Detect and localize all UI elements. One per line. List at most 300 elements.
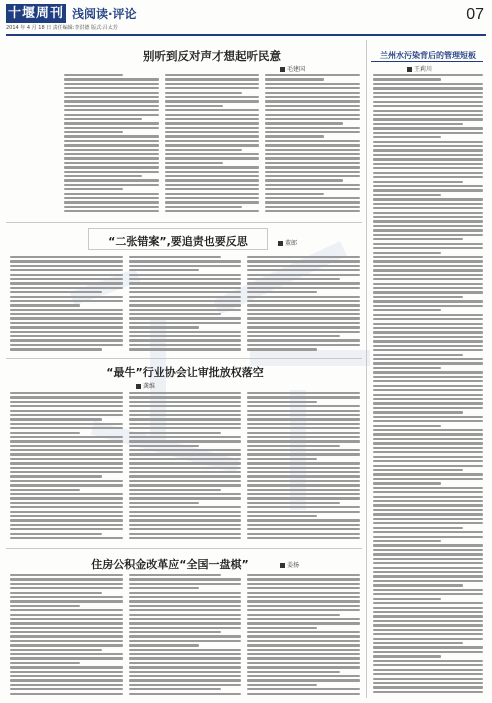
text-line (247, 484, 360, 486)
text-line (10, 440, 123, 442)
text-line (373, 487, 483, 489)
text-line (10, 392, 123, 394)
text-line (10, 587, 123, 589)
text-line (10, 401, 123, 403)
text-line (129, 256, 221, 258)
text-line (10, 653, 123, 655)
text-line (373, 567, 483, 569)
text-line (373, 678, 483, 680)
text-line (10, 458, 123, 460)
text-line (265, 171, 360, 173)
text-line (373, 154, 483, 156)
separator (6, 222, 362, 223)
text-line (265, 206, 360, 208)
text-line (265, 87, 360, 89)
text-line (165, 193, 260, 195)
text-line (129, 436, 242, 438)
text-line (165, 162, 224, 164)
text-line (64, 140, 159, 142)
text-line (373, 518, 483, 520)
text-line (10, 592, 102, 594)
text-line (165, 118, 260, 120)
text-line (129, 304, 242, 306)
text-line (165, 144, 260, 146)
text-line (265, 175, 360, 177)
text-line (10, 462, 123, 464)
text-line (373, 305, 483, 307)
text-line (373, 420, 483, 422)
text-line (64, 184, 159, 186)
text-line (373, 92, 483, 94)
text-line (373, 385, 483, 387)
text-line (373, 229, 483, 231)
text-line (247, 480, 360, 482)
text-line (129, 688, 221, 690)
text-line (247, 614, 339, 616)
text-line (265, 105, 360, 107)
text-line (129, 449, 242, 451)
text-line (373, 633, 483, 635)
text-line (247, 392, 360, 394)
text-line (247, 453, 360, 455)
text-line (373, 141, 483, 143)
text-line (373, 558, 483, 560)
text-line (247, 278, 339, 280)
text-line (129, 326, 199, 328)
text-line (373, 642, 463, 644)
text-line (373, 380, 483, 382)
text-line (10, 256, 123, 258)
text-column (10, 392, 123, 542)
text-line (373, 664, 483, 666)
text-line (129, 684, 242, 686)
text-line (10, 497, 123, 499)
text-line (247, 309, 360, 311)
text-line (247, 462, 360, 464)
text-line (10, 511, 123, 513)
text-line (247, 291, 317, 293)
text-line (165, 92, 243, 94)
text-line (265, 96, 360, 98)
text-line (129, 432, 221, 434)
sidebar-author: 王莉川 (414, 66, 433, 73)
text-line (64, 83, 159, 85)
text-line (265, 127, 360, 129)
text-line (247, 287, 360, 289)
text-line (373, 158, 483, 160)
text-line (129, 335, 242, 337)
text-line (265, 92, 360, 94)
text-line (265, 157, 360, 159)
separator (6, 358, 362, 359)
text-line (373, 105, 483, 107)
text-line (247, 317, 360, 319)
text-line (165, 153, 260, 155)
text-line (247, 583, 360, 585)
text-line (373, 447, 483, 449)
text-line (64, 74, 123, 76)
text-line (373, 500, 483, 502)
text-line (247, 322, 360, 324)
text-line (10, 666, 123, 668)
text-line (10, 410, 123, 412)
text-line (373, 451, 483, 453)
text-line (373, 398, 483, 400)
text-line (165, 175, 260, 177)
text-line (129, 440, 242, 442)
text-line (373, 234, 483, 236)
text-line (10, 675, 123, 677)
text-line (265, 122, 343, 124)
text-line (165, 114, 260, 116)
text-line (373, 620, 483, 622)
text-line (165, 74, 260, 76)
text-line (373, 660, 483, 662)
text-line (373, 460, 483, 462)
text-line (265, 193, 324, 195)
text-line (373, 473, 483, 475)
text-line (64, 96, 159, 98)
text-line (10, 260, 123, 262)
text-line (373, 536, 483, 538)
text-line (373, 216, 483, 218)
text-line (373, 624, 483, 626)
text-line (247, 331, 360, 333)
text-line (247, 269, 360, 271)
text-line (373, 367, 441, 369)
text-line (165, 206, 243, 208)
text-line (10, 296, 123, 298)
text-line (373, 580, 483, 582)
text-line (373, 522, 483, 524)
text-line (373, 172, 483, 174)
text-line (373, 469, 463, 471)
article-4-body (10, 574, 360, 698)
text-line (64, 153, 159, 155)
text-line (64, 87, 159, 89)
text-line (373, 265, 483, 267)
text-line (373, 269, 483, 271)
text-line (10, 684, 123, 686)
text-line (373, 323, 483, 325)
text-line (10, 335, 123, 337)
text-line (373, 207, 483, 209)
text-line (10, 304, 80, 306)
text-line (64, 144, 159, 146)
text-line (129, 671, 242, 673)
article-3-title: “最牛”行业协会让审批放权落空 (106, 366, 264, 379)
text-line (265, 100, 360, 102)
text-column (265, 74, 360, 214)
text-line (265, 114, 360, 116)
text-line (10, 506, 123, 508)
text-line (373, 163, 483, 165)
text-line (10, 423, 123, 425)
text-line (373, 673, 483, 675)
text-line (64, 171, 159, 173)
text-line (373, 571, 483, 573)
text-line (129, 445, 199, 447)
text-line (247, 644, 360, 646)
text-line (247, 528, 360, 530)
text-line (129, 666, 242, 668)
text-line (247, 449, 360, 451)
text-line (64, 175, 142, 177)
byline-square-icon (278, 241, 283, 246)
text-line (247, 339, 360, 341)
text-line (247, 282, 360, 284)
text-line (10, 644, 123, 646)
text-line (247, 445, 339, 447)
text-line (247, 592, 360, 594)
text-line (373, 314, 483, 316)
text-line (129, 287, 242, 289)
text-line (247, 666, 360, 668)
text-line (165, 149, 243, 151)
text-line (10, 605, 80, 607)
text-line (64, 127, 159, 129)
text-line (165, 105, 224, 107)
text-line (64, 118, 142, 120)
text-line (373, 336, 483, 338)
text-line (265, 166, 360, 168)
text-line (373, 127, 483, 129)
text-line (373, 74, 483, 76)
text-line (129, 524, 242, 526)
text-line (265, 197, 360, 199)
text-line (373, 225, 483, 227)
text-line (373, 655, 441, 657)
text-line (129, 317, 242, 319)
text-line (247, 693, 360, 695)
text-line (129, 627, 242, 629)
text-line (373, 389, 483, 391)
text-line (129, 260, 242, 262)
article-1-byline (280, 64, 305, 73)
text-line (129, 519, 242, 521)
article-2-body (10, 256, 360, 352)
text-line (373, 96, 483, 98)
separator (6, 548, 362, 549)
text-line (129, 574, 221, 576)
text-line (10, 622, 123, 624)
text-line (373, 682, 483, 684)
text-line (10, 291, 102, 293)
text-line (64, 114, 159, 116)
text-line (373, 531, 483, 533)
text-line (247, 274, 360, 276)
text-line (129, 515, 242, 517)
text-line (373, 181, 463, 183)
masthead (0, 0, 492, 34)
text-line (373, 194, 441, 196)
text-line (64, 210, 159, 212)
text-line (373, 300, 483, 302)
text-line (165, 197, 260, 199)
text-line (165, 166, 260, 168)
text-column (10, 256, 123, 352)
text-line (247, 458, 317, 460)
text-line (373, 309, 441, 311)
text-line (373, 593, 483, 595)
text-line (373, 646, 483, 648)
text-line (10, 631, 123, 633)
text-line (129, 278, 242, 280)
text-line (247, 423, 360, 425)
text-line (10, 693, 123, 695)
text-line (10, 313, 123, 315)
text-line (129, 662, 242, 664)
text-line (373, 243, 483, 245)
text-line (10, 524, 123, 526)
text-line (64, 197, 159, 199)
text-line (247, 533, 360, 535)
text-line (373, 482, 441, 484)
text-line (10, 618, 123, 620)
text-line (373, 442, 483, 444)
text-line (373, 411, 463, 413)
text-column (247, 392, 360, 542)
text-line (373, 318, 483, 320)
text-line (129, 414, 242, 416)
text-line (165, 179, 260, 181)
text-line (247, 396, 360, 398)
text-line (373, 78, 441, 80)
text-line (10, 326, 123, 328)
text-line (373, 340, 483, 342)
text-line (129, 265, 242, 267)
text-line (373, 132, 483, 134)
text-line (129, 605, 242, 607)
text-line (64, 109, 159, 111)
text-line (247, 410, 360, 412)
text-line (373, 629, 483, 631)
text-line (373, 638, 483, 640)
text-line (129, 497, 242, 499)
text-line (10, 662, 80, 664)
text-line (247, 609, 360, 611)
text-line (10, 578, 123, 580)
text-line (10, 317, 123, 319)
text-column (129, 574, 242, 698)
text-line (373, 189, 483, 191)
text-line (247, 405, 360, 407)
text-line (165, 184, 260, 186)
text-line (129, 511, 242, 513)
text-line (165, 127, 260, 129)
article-2-author: 董郎 (285, 240, 298, 247)
text-line (373, 167, 483, 169)
article-2-title: “二张错案”,要追责也要反思 (108, 235, 248, 248)
text-line (129, 453, 242, 455)
text-line (373, 611, 483, 613)
text-line (247, 688, 360, 690)
text-line (247, 326, 360, 328)
text-line (129, 583, 242, 585)
text-line (10, 484, 123, 486)
text-line (373, 296, 463, 298)
text-line (129, 533, 242, 535)
text-line (10, 519, 123, 521)
text-line (247, 313, 360, 315)
text-line (373, 118, 483, 120)
text-line (247, 537, 360, 539)
text-line (247, 475, 360, 477)
text-line (129, 480, 242, 482)
text-line (247, 348, 317, 350)
byline-square-icon (280, 563, 285, 568)
text-line (373, 354, 463, 356)
text-line (10, 287, 123, 289)
text-line (10, 489, 80, 491)
text-line (247, 618, 360, 620)
text-line (129, 313, 221, 315)
text-line (129, 596, 242, 598)
text-line (10, 671, 123, 673)
text-line (247, 635, 360, 637)
text-line (373, 274, 483, 276)
text-line (129, 484, 242, 486)
text-line (10, 344, 123, 346)
article-1-author: 毛建国 (287, 66, 306, 73)
text-line (64, 92, 159, 94)
text-line (129, 528, 242, 530)
text-line (10, 596, 123, 598)
text-column (129, 392, 242, 542)
text-line (10, 449, 123, 451)
text-line (129, 618, 242, 620)
text-line (10, 282, 123, 284)
text-line (373, 291, 483, 293)
text-line (373, 247, 483, 249)
text-line (247, 489, 360, 491)
article-4-title: 住房公积金改革应“全国一盘棋” (91, 558, 249, 571)
text-line (373, 283, 483, 285)
text-line (165, 122, 260, 124)
text-line (373, 402, 483, 404)
text-line (373, 607, 483, 609)
text-line (373, 651, 483, 653)
text-line (129, 649, 242, 651)
article-4-byline (280, 560, 299, 569)
text-line (129, 502, 199, 504)
sidebar-byline (407, 64, 432, 73)
text-line (129, 331, 242, 333)
text-line (129, 458, 242, 460)
text-line (265, 188, 360, 190)
text-line (373, 212, 483, 214)
text-line (373, 203, 483, 205)
text-line (165, 109, 260, 111)
text-line (129, 653, 242, 655)
text-line (247, 436, 360, 438)
article-2-byline (278, 238, 297, 247)
text-line (247, 653, 360, 655)
page-number: 07 (466, 6, 484, 23)
text-line (247, 432, 360, 434)
text-line (10, 679, 123, 681)
text-line (10, 502, 123, 504)
text-line (247, 427, 360, 429)
text-line (129, 467, 242, 469)
text-line (247, 649, 360, 651)
text-line (129, 401, 242, 403)
text-line (247, 515, 317, 517)
text-line (373, 562, 483, 564)
text-line (129, 348, 242, 350)
text-line (129, 282, 242, 284)
text-line (373, 575, 483, 577)
